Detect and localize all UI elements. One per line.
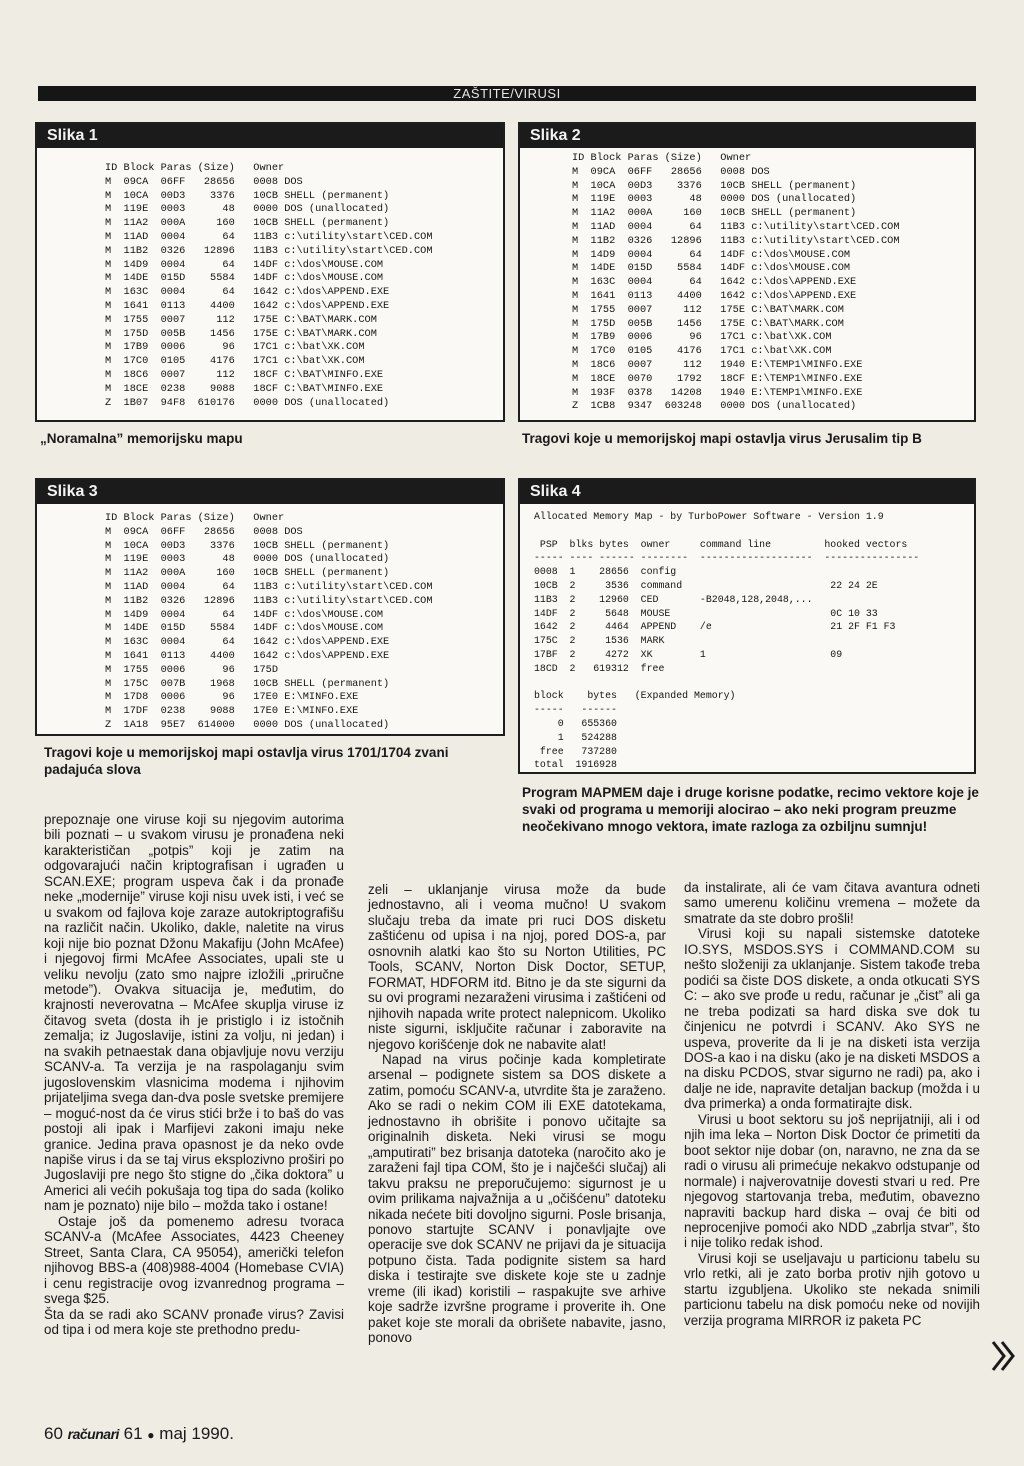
figure-title: Slika 2 — [520, 124, 974, 148]
magazine-brand: računari — [67, 1426, 119, 1442]
figure-caption: Program MAPMEM daje i druge korisne podatke, recimo vektore koje je svaki od programa u memoriji alocirao – ako neki program preuzme neočekivano mnogo vektora, imate razloga za ozbiljnu sumnju! — [522, 785, 979, 834]
figure-slika-3 — [35, 478, 505, 736]
paragraph: prepoznaje one viruse koji su njegovim autorima bili poznati – u svakom virusu je pronađena neki karakterističan „potpis” koji je zatim na odgovarajući način kriptografisan i ugrađen u SCAN.EXE; program uspeva čak i da pronađe neke „modernije” viruse koji nisu uvek isti, i već se u svakom od fajlova koje zaraze autokriptografišu na različit način. Ukoliko, dakle, naletite na virus koji nije bio poznat Džonu Makafiju (John McAfee) i njegovoj firmi McAfee Associates, upali ste u veliku nevolju (zato smo najpre izložili „priručne metode”). Ovakva situacija je, međutim, do krajnosti neverovatna – McAfee skuplja viruse iz čitavog sveta (dosta ih je pristiglo i iz istočnih zemalja; iz Jugoslavije, istini za volju, ni jedan) i na svakih petnaestak dana objavljuje novu verziju SCANV-a. Ta verzija je na raspolaganju svim jugoslovenskim vlasnicima modema i njihovim prijateljima svega dan-dva posle svetske premijere – moguć-nost da će virus stići brže i to baš do vas postoji ali ipak i Marfijevi zakoni imaju neke granice. Jedina prava opasnost je da neko ovde napiše virus i da se taj virus eksplozivno proširi po Jugoslaviji pre nego što stigne do „čika doktora” u Americi ali većih pokušaja tog tipa do sada (koliko nam je poznato) nije bilo – možda tako i ostane! — [44, 812, 344, 1214]
paragraph: zeli – uklanjanje virusa može da bude jednostavno, ali i veoma mučno! U svakom slučaju treba da imate pri ruci DOS disketu zaštićenu od upisa i na njoj, pored DOS-a, par osnovnih alatki kao što su Norton Utilities, PC Tools, SCANV, Norton Disk Doctor, SETUP, FORMAT, HDFORM itd. Bitno je da ste sigurni da su ovi programi nezaraženi virusima i zaštićeni od njihovih napada write protect nalepnicom. Ukoliko niste sigurni, isključite računar i zaboravite na njegovo korišćenje dok ne nabavite alat! — [368, 882, 666, 1052]
page-footer — [44, 1424, 234, 1444]
continue-arrow-icon — [990, 1336, 1018, 1376]
figure-title: Slika 4 — [520, 480, 974, 504]
figure-slika-1 — [35, 122, 505, 422]
paragraph: Ostaje još da pomenemo adresu tvoraca SCANV-a (McAfee Associates, 4423 Cheeney Street, Santa Clara, CA 95054), američki telefon njihovog BBS-a (408)988-4004 (Homebase CVIA) i cenu registracije ovog izvanrednog programa – svega $25. — [44, 1213, 344, 1307]
article-column-3 — [684, 880, 980, 1328]
figure-slika-4 — [518, 478, 976, 774]
paragraph: Napad na virus počinje kada kompletirate arsenal – podignete sistem sa DOS diskete a zatim, pomoću SCANV-a, utvrdite šta je zaraženo. Ako se radi o nekim COM ili EXE datotekama, jednostavno ih obrišite i ponovo učitajte sa originalnih disketa. Neki virusi se mogu „amputirati” bez brisanja datoteka (naročito ako je zaraženi fajl tipa COM, što je i najčešći slučaj) ali takvu praksu ne preporučujemo: sigurnost je u ovim prilikama najvažnija a u „očišćenu” datoteku nikada nećete biti dovoljno sigurni. Posle brisanja, ponovo startujte SCANV i ponavljajte ove operacije sve dok SCANV ne prijavi da je situacija potpuno čista. Tada podignite sistem sa hard diska i testirajte sve diskete koje ste u zadnje vreme (ili ikad) koristili – raspakujte sve arhive koje sadrže izvršne programe i proverite ih. One paket koje ste morali da obrišete nabavite, jasno, ponovo — [368, 1051, 666, 1346]
figure-title: Slika 1 — [37, 124, 503, 148]
section-header-bar — [38, 86, 976, 101]
footer-bullet: ● — [147, 1428, 155, 1442]
mapmem-listing: Allocated Memory Map - by TurboPower Software - Version 1.9 PSP blks bytes owner command line hooked vectors ----- ---- ------ -------- ------------------- ---------------- 0008 1 28656 config 10CB 2 3536 command 22 24 2E 11B3 2 12960 CED -B2048,128,2048,... 14DF 2 5648 MOUSE 0C 10 33 1642 2 4464 APPEND /e 21 2F F1 F3 175C 2 1536 MARK 17BF 2 4272 XK 1 09 18CD 2 619312 free block bytes (Expanded Memory) ----- ------ 0 655360 1 524288 free 737280 total 1916928 — [534, 511, 920, 771]
article-column-2 — [368, 882, 666, 1346]
article-column-1 — [44, 812, 344, 1337]
paragraph: Virusi koji su napali sistemske datoteke IO.SYS, MSDOS.SYS i COMMAND.COM su nešto složeniji za uklanjanje. Sistem takođe treba podići sa čiste DOS diskete, a onda otkucati SYS C: – ako sve prođe u redu, računar je „čist” ali ga ne treba podizati sa hard diska sve dok tu činjenicu ne potvrdi i SCANV. Ako SYS ne uspeva, proverite da li je na disketi ista verzija DOS-a kao i na disku (ako je na disketi MSDOS a na disku PCDOS, stvar sigurno ne radi) pa, ako i dalje ne ide, napravite detaljan backup (možda i u dva primerka) a onda formatirajte disk. — [684, 926, 980, 1112]
figure-caption: Tragovi koje u memorijskoj mapi ostavlja virus Jerusalim tip B — [522, 431, 922, 446]
figure-caption: „Noramalna” memorijsku mapu — [40, 431, 243, 446]
figure-slika-2 — [518, 122, 976, 422]
memory-map-listing: ID Block Paras (Size) Owner M 09CA 06FF 28656 0008 DOS M 10CA 00D3 3376 10CB SHELL (permanent) M 119E 0003 48 0000 DOS (unallocated) M 11A2 000A 160 10CB SHELL (permanent) M 11AD 0004 64 11B3 c:\utility\start\CED.COM M 11B2 0326 12896 11B3 c:\utility\start\CED.COM M 14D9 0004 64 14DF c:\dos\MOUSE.COM M 14DE 015D 5584 14DF c:\dos\MOUSE.COM M 163C 0004 64 1642 c:\dos\APPEND.EXE M 1641 0113 4400 1642 c:\dos\APPEND.EXE M 1755 0007 112 175E C:\BAT\MARK.COM M 175D 005B 1456 175E C:\BAT\MARK.COM M 17B9 0006 96 17C1 c:\bat\XK.COM M 17C0 0105 4176 17C1 c:\bat\XK.COM M 18C6 0007 112 18CF C:\BAT\MINFO.EXE M 18CE 0238 9088 18CF C:\BAT\MINFO.EXE Z 1B07 94F8 610176 0000 DOS (unallocated) — [105, 162, 433, 409]
issue-date: maj 1990. — [159, 1424, 234, 1443]
memory-map-listing: ID Block Paras (Size) Owner M 09CA 06FF 28656 0008 DOS M 10CA 00D3 3376 10CB SHELL (permanent) M 119E 0003 48 0000 DOS (unallocated) M 11A2 000A 160 10CB SHELL (permanent) M 11AD 0004 64 11B3 c:\utility\start\CED.COM M 11B2 0326 12896 11B3 c:\utility\start\CED.COM M 14D9 0004 64 14DF c:\dos\MOUSE.COM M 14DE 015D 5584 14DF c:\dos\MOUSE.COM M 163C 0004 64 1642 c:\dos\APPEND.EXE M 1641 0113 4400 1642 c:\dos\APPEND.EXE M 1755 0006 96 175D M 175C 007B 1968 10CB SHELL (permanent) M 17D8 0006 96 17E0 E:\MINFO.EXE M 17DF 0238 9088 17E0 E:\MINFO.EXE Z 1A18 95E7 614000 0000 DOS (unallocated) — [105, 512, 433, 731]
figure-caption: Tragovi koje u memorijskoj mapi ostavlja virus 1701/1704 zvani padajuća slova — [44, 745, 449, 777]
issue-number: 61 — [123, 1424, 143, 1443]
page-number-left: 60 — [44, 1424, 63, 1443]
section-label: ZAŠTITE/VIRUSI — [453, 86, 561, 101]
figure-title: Slika 3 — [37, 480, 503, 504]
paragraph: da instalirate, ali će vam čitava avantura odneti samo umerenu količinu vremena – možete da smatrate da ste dobro prošli! — [684, 880, 980, 926]
paragraph: Virusi u boot sektoru su još neprijatniji, ali i od njih ima leka – Norton Disk Doctor će primetiti da boot sektor nije dobar (on, naravno, ne zna da se radi o virusu ali primećuje nekakvo odstupanje od normale) i najverovatnije dovesti stvari u red. Pre njegovog startovanja treba, međutim, obavezno napraviti backup hard diska – ovaj će biti od neprocenjive pomoći ako NDD „zabrlja stvar”, što i nije toliko redak ishod. — [684, 1111, 980, 1251]
memory-map-listing: ID Block Paras (Size) Owner M 09CA 06FF 28656 0008 DOS M 10CA 00D3 3376 10CB SHELL (permanent) M 119E 0003 48 0000 DOS (unallocated) M 11A2 000A 160 10CB SHELL (permanent) M 11AD 0004 64 11B3 c:\utility\start\CED.COM M 11B2 0326 12896 11B3 c:\utility\start\CED.COM M 14D9 0004 64 14DF c:\dos\MOUSE.COM M 14DE 015D 5584 14DF c:\dos\MOUSE.COM M 163C 0004 64 1642 c:\dos\APPEND.EXE M 1641 0113 4400 1642 c:\dos\APPEND.EXE M 1755 0007 112 175E C:\BAT\MARK.COM M 175D 005B 1456 175E C:\BAT\MARK.COM M 17B9 0006 96 17C1 c:\bat\XK.COM M 17C0 0105 4176 17C1 c:\bat\XK.COM M 18C6 0007 112 1940 E:\TEMP1\MINFO.EXE M 18CE 0070 1792 18CF E:\TEMP1\MINFO.EXE M 193F 0378 14208 1940 E:\TEMP1\MINFO.EXE Z 1CB8 9347 603248 0000 DOS (unallocated) — [572, 152, 900, 413]
paragraph: Šta da se radi ako SCANV pronađe virus? Zavisi od tipa i od mera koje ste prethodno predu- — [44, 1306, 344, 1337]
paragraph: Virusi koji se useljavaju u particionu tabelu su vrlo retki, ali je zato borba protiv njih gotovo u startu izgubljena. Ukoliko ste nekada snimili particionu tabelu na disk pomoću neke od novijih verzija programa MIRROR iz paketa PC — [684, 1250, 980, 1328]
